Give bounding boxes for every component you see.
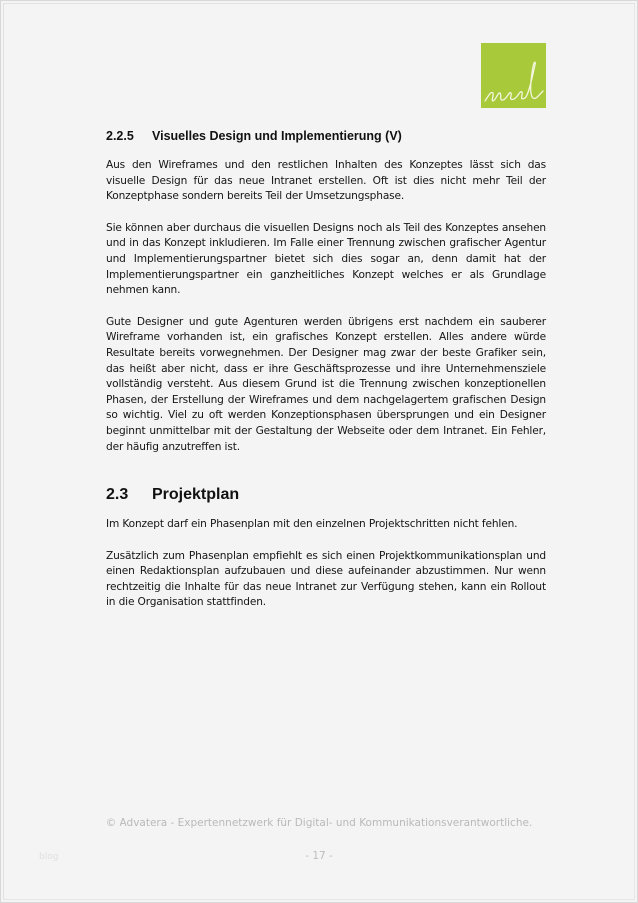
section-title: Projektplan xyxy=(152,486,240,504)
paragraph: Gute Designer und gute Agenturen werden übrigens erst nachdem ein sauberer Wireframe vorhanden ist, ein grafisches Konzept erstellen. Alles andere würde Resultate bereits vorwegnehmen. Der Designer mag zwar der beste Grafiker sein, das heißt aber nicht, dass er ihre Geschäftsprozesse und ihre Unternehmensziele vollständig versteht. Aus diesem Grund ist die Trennung zwischen konzeptionellen Phasen, der Erstellung der Wireframes und dem nachgelagertem grafischen Design so wichtig. Viel zu oft werden Konzeptionsphasen übersprungen und ein Designer beginnt unmittelbar mit der Gestaltung der Webseite oder dem Intranet. Ein Fehler, der häufig anzutreffen ist. xyxy=(106,315,546,453)
section-heading-2-2-5 xyxy=(106,128,546,144)
handwritten-signature-logo-icon xyxy=(481,43,546,108)
section-number: 2.2.5 xyxy=(106,129,134,143)
section-number: 2.3 xyxy=(106,486,129,504)
document-body xyxy=(106,128,546,627)
brand-logo xyxy=(481,43,546,108)
paragraph: Im Konzept darf ein Phasenplan mit den einzelnen Projektschritten nicht fehlen. xyxy=(106,518,518,531)
footer-copyright: © Advatera - Expertennetzwerk für Digital- und Kommunikationsverantwortliche. xyxy=(105,817,533,829)
section-heading-2-3 xyxy=(106,485,546,505)
page-number: - 17 - xyxy=(305,850,333,862)
paragraph: Zusätzlich zum Phasenplan empfiehlt es sich einen Projektkommunikationsplan und einen Redaktionsplan aufzubauen und diese aufeinander abzustimmen. Nur wenn rechtzeitig die Inhalte für das neue Intranet zur Verfügung stehen, kann ein Rollout in die Organisation stattfinden. xyxy=(106,549,546,609)
paragraph: Sie können aber durchaus die visuellen Designs noch als Teil des Konzeptes ansehen und in das Konzept inkludieren. Im Falle einer Trennung zwischen grafischer Agentur und Implementierungspartner bietet sich dies sogar an, denn damit hat der Implementierungspartner ein ganzheitliches Konzept welches er als Grundlage nehmen kann. xyxy=(106,221,546,297)
paragraph: Aus den Wireframes und den restlichen Inhalten des Konzeptes lässt sich das visuelle Design für das neue Intranet erstellen. Oft ist dies nicht mehr Teil der Konzeptphase sondern bereits Teil der Umsetzungsphase. xyxy=(106,159,546,203)
watermark-text: blog xyxy=(39,852,59,862)
section-title: Visuelles Design und Implementierung (V) xyxy=(152,129,402,143)
